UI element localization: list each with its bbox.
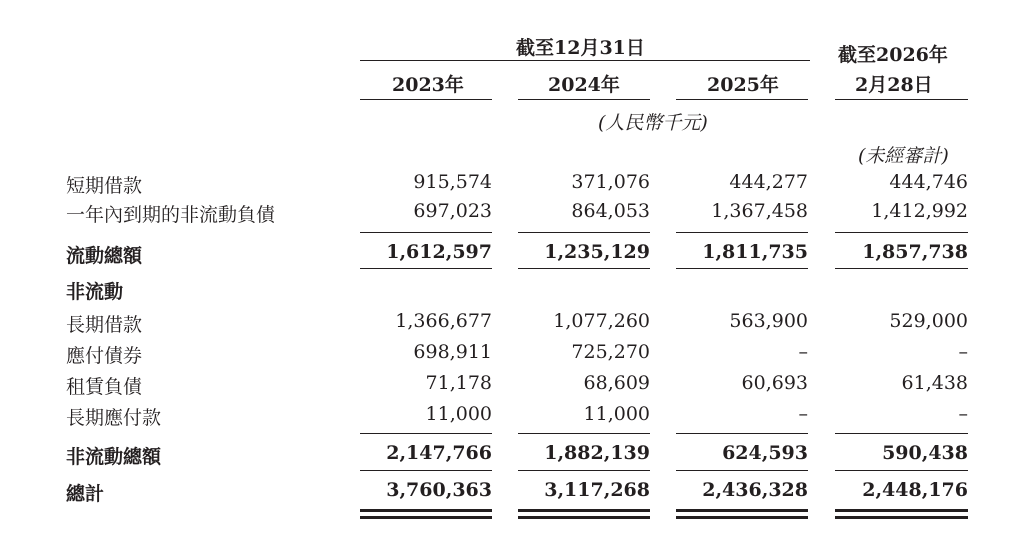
cell-value: 529,000 (889, 310, 968, 332)
column-header-2025: 2025年 (707, 74, 779, 96)
latest-period-header-line2: 2月28日 (855, 74, 933, 96)
subtotal-rule (835, 433, 968, 434)
total-rule (518, 470, 650, 471)
cell-value: 11,000 (425, 403, 492, 425)
cell-value: 725,270 (571, 341, 650, 363)
unit-note: (人民幣千元) (598, 112, 708, 134)
double-rule-bottom (518, 516, 650, 519)
subtotal-rule (518, 232, 650, 233)
latest-period-header-line1: 截至2026年 (838, 44, 948, 66)
row-label-noncurrent-total: 非流動總額 (66, 446, 162, 468)
total-rule (518, 268, 650, 269)
cell-value: – (958, 403, 968, 425)
double-rule-bottom (360, 516, 492, 519)
column-header-rule-2025 (676, 99, 808, 100)
subtotal-rule (360, 232, 492, 233)
double-rule-bottom (676, 516, 808, 519)
cell-value: 2,147,766 (386, 442, 492, 464)
column-header-rule-latest (835, 99, 968, 100)
cell-value: 1,077,260 (553, 310, 650, 332)
row-label-long-term-borrowings: 長期借款 (66, 314, 143, 336)
total-rule (360, 470, 492, 471)
cell-value: 61,438 (901, 372, 968, 394)
column-header-2023: 2023年 (392, 74, 464, 96)
column-header-2024: 2024年 (548, 74, 620, 96)
double-rule-bottom (835, 516, 968, 519)
subtotal-rule (518, 433, 650, 434)
subtotal-rule (360, 433, 492, 434)
row-label-current-total: 流動總額 (66, 245, 143, 267)
row-label-current-portion-noncurrent: 一年內到期的非流動負債 (66, 204, 276, 226)
cell-value: 2,448,176 (862, 479, 968, 501)
cell-value: 915,574 (413, 171, 492, 193)
total-rule (835, 470, 968, 471)
total-rule (676, 268, 808, 269)
cell-value: 1,612,597 (386, 241, 492, 263)
double-rule-top (676, 509, 808, 512)
total-rule (835, 268, 968, 269)
cell-value: 444,746 (889, 171, 968, 193)
group-header: 截至12月31日 (516, 37, 645, 59)
cell-value: 371,076 (571, 171, 650, 193)
double-rule-top (360, 509, 492, 512)
double-rule-top (835, 509, 968, 512)
cell-value: 624,593 (722, 442, 808, 464)
cell-value: 1,367,458 (711, 200, 808, 222)
cell-value: 11,000 (583, 403, 650, 425)
cell-value: 71,178 (425, 372, 492, 394)
cell-value: 697,023 (413, 200, 492, 222)
cell-value: 864,053 (571, 200, 650, 222)
column-header-rule-2023 (360, 99, 492, 100)
group-header-rule (360, 60, 810, 61)
total-rule (676, 470, 808, 471)
cell-value: 2,436,328 (702, 479, 808, 501)
row-label-short-term-borrowings: 短期借款 (66, 175, 143, 197)
subtotal-rule (676, 232, 808, 233)
cell-value: 590,438 (882, 442, 968, 464)
subtotal-rule (835, 232, 968, 233)
unaudited-note: (未經審計) (858, 145, 949, 167)
subtotal-rule (676, 433, 808, 434)
cell-value: 698,911 (413, 341, 492, 363)
cell-value: 563,900 (729, 310, 808, 332)
row-label-grand-total: 總計 (66, 483, 105, 505)
cell-value: 1,235,129 (544, 241, 650, 263)
column-header-rule-2024 (518, 99, 650, 100)
total-rule (360, 268, 492, 269)
cell-value: 3,117,268 (544, 479, 650, 501)
cell-value: 1,882,139 (544, 442, 650, 464)
double-rule-top (518, 509, 650, 512)
cell-value: 60,693 (741, 372, 808, 394)
cell-value: 1,366,677 (395, 310, 492, 332)
cell-value: 1,857,738 (862, 241, 968, 263)
cell-value: 3,760,363 (386, 479, 492, 501)
cell-value: 1,811,735 (702, 241, 808, 263)
cell-value: – (798, 341, 808, 363)
row-label-bonds-payable: 應付債券 (66, 345, 143, 367)
cell-value: – (958, 341, 968, 363)
row-label-lease-liabilities: 租賃負債 (66, 376, 143, 398)
cell-value: – (798, 403, 808, 425)
row-label-long-term-payables: 長期應付款 (66, 407, 162, 429)
row-label-noncurrent-heading: 非流動 (66, 281, 124, 303)
cell-value: 444,277 (729, 171, 808, 193)
cell-value: 68,609 (583, 372, 650, 394)
cell-value: 1,412,992 (871, 200, 968, 222)
